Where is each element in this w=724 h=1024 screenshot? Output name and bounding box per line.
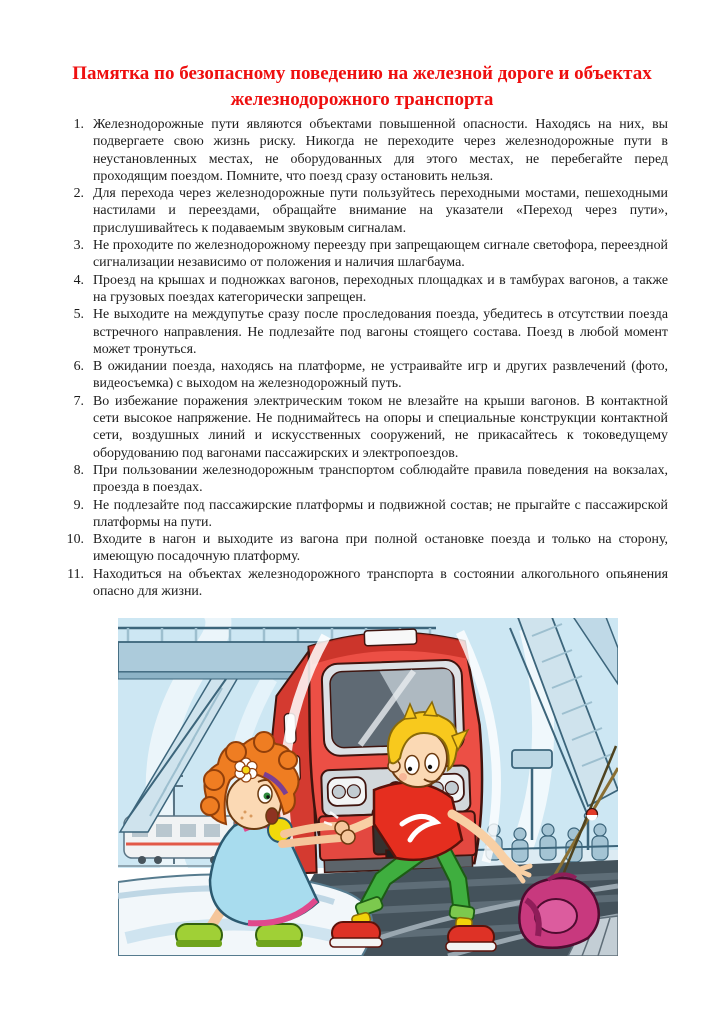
- page-title: [28, 61, 696, 113]
- item-text: Проезд на крышах и подножках вагонов, переходных площадках и в тамбурах вагонов, а также на грузовых поездах категорически запрещен.: [93, 272, 668, 305]
- list-item: [62, 116, 668, 185]
- item-number: 8.: [73, 462, 84, 478]
- item-text: Не проходите по железнодорожному переезду при запрещающем сигнале светофора, переездной сигнализации независимо от положения и наличия шлагбаума.: [93, 238, 668, 271]
- item-text: В ожидании поезда, находясь на платформе, не устраивайте игр и других развлечений (фото, видеосъемка) с выходом на железнодорожный путь.: [93, 359, 668, 392]
- page-title-line1: Памятка по безопасному поведению на железной дороге и объектах: [72, 63, 652, 84]
- list-item: [62, 185, 668, 237]
- list-item: [62, 237, 668, 272]
- list-item: [62, 393, 668, 462]
- item-number: 4.: [73, 272, 84, 288]
- item-text: Находиться на объектах железнодорожного транспорта в состоянии алкогольного опьянения опасно для жизни.: [93, 566, 668, 600]
- item-text: Входите в нагон и выходите из вагона при полной остановке поезда и только на сторону, имеющую посадочную платформу.: [93, 532, 668, 565]
- list-item: [62, 358, 668, 393]
- list-item: [62, 531, 668, 566]
- item-number: 6.: [73, 359, 84, 375]
- item-text: Для перехода через железнодорожные пути пользуйтесь переходными мостами, пешеходными настилами и переездами, обращайте внимание на указатели «Переход через пути», прислушивайтесь к подаваемым звуковым сигналам.: [93, 186, 668, 236]
- memo-list: [62, 116, 668, 600]
- list-item: [62, 462, 668, 497]
- item-number: 7.: [73, 393, 84, 409]
- list-item: [62, 566, 668, 601]
- item-number: 2.: [73, 186, 84, 202]
- flower-hair-accessory: [235, 758, 257, 782]
- item-number: 1.: [73, 117, 84, 132]
- list-item: [62, 272, 668, 307]
- backpack: [519, 874, 598, 947]
- safety-illustration: [118, 618, 618, 956]
- item-text: Не подлезайте под пассажирские платформы и подвижной состав; не прыгайте с пассажирской платформы на пути.: [93, 497, 668, 530]
- list-item: [62, 497, 668, 532]
- item-text: При пользовании железнодорожным транспортом соблюдайте правила поведения на вокзалах, проезда в поездах.: [93, 462, 668, 496]
- item-number: 3.: [73, 238, 84, 254]
- item-number: 11.: [67, 566, 84, 582]
- list-item: [62, 306, 668, 358]
- item-number: 9.: [73, 497, 84, 513]
- item-number: 10.: [66, 532, 84, 548]
- item-text: Не выходите на междупутье сразу после проследования поезда, убедитесь в отсутствии поезда встречного направления. Не подлезайте под вагоны стоящего состава. Поезд в любой момент может тронуться.: [93, 307, 668, 357]
- item-text: Во избежание поражения электрическим током не влезайте на крыши вагонов. В контактной сети высокое напряжение. Не поднимайтесь на опоры и специальные конструкции контактной сети, воздушных линий и искусственных сооружений, не прикасайтесь к токоведущему оборудованию под вагонами пассажирских и электропоездов.: [93, 393, 668, 461]
- item-text: Железнодорожные пути являются объектами повышенной опасности. Находясь на них, вы подвергаете свою жизнь риску. Никогда не переходите через железнодорожные пути в неустановленных местах, не оборудованных для этого местах, не перебегайте перед проходящим поездом. Помните, что поезд сразу остановить нельзя.: [93, 117, 668, 184]
- page-title-line2: железнодорожного транспорта: [230, 89, 494, 110]
- item-number: 5.: [73, 307, 84, 323]
